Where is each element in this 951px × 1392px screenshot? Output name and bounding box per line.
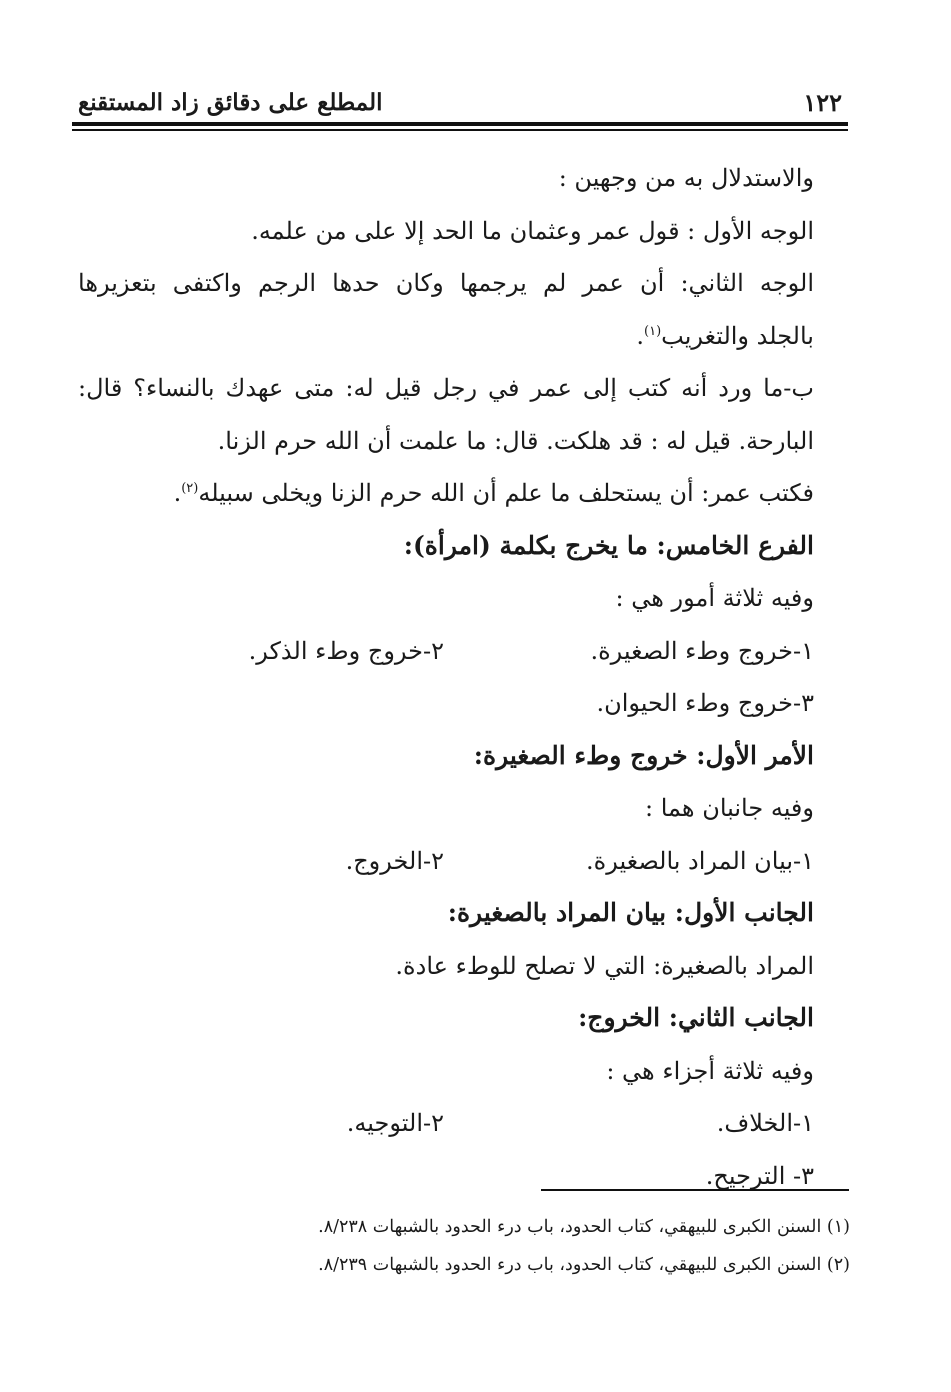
page-header: [72, 88, 848, 122]
text-line: [78, 467, 814, 520]
list-item: ٢-التوجيه.: [346, 1109, 444, 1137]
footnote: (١) السنن الكبرى للبيهقي، كتاب الحدود، باب درء الحدود بالشبهات ٨/٢٣٨.: [318, 1217, 850, 1237]
text-line: والاستدلال به من وجهين :: [558, 164, 814, 192]
footnote-ref: (١): [644, 323, 662, 339]
text-span: بالجلد والتغريب: [661, 321, 814, 350]
text-line: وفيه ثلاثة أجزاء هي :: [606, 1056, 814, 1085]
section-heading: الأمر الأول: خروج وطء الصغيرة:: [473, 740, 814, 770]
list-row: [78, 835, 814, 888]
text-line: ب-ما ورد أنه كتب إلى عمر في رجل قيل له: متى عهدك بالنساء؟ قال:: [78, 374, 814, 402]
list-item: ٢-الخروج.: [345, 846, 444, 875]
footnote: (٢) السنن الكبرى للبيهقي، كتاب الحدود، باب درء الحدود بالشبهات ٨/٢٣٩.: [318, 1255, 850, 1275]
list-item: ١-الخلاف.: [716, 1109, 814, 1137]
running-title: المطلع على دقائق زاد المستقنع: [78, 89, 383, 116]
list-item: ٢-خروج وطء الذكر.: [248, 636, 444, 665]
text-line: البارحة. قيل له : قد هلكت. قال: ما علمت أن الله حرم الزنا.: [217, 426, 814, 455]
footnote-ref: (٢): [181, 481, 199, 496]
page-number: ١٢٢: [803, 88, 842, 117]
list-row: [78, 1097, 814, 1150]
footnotes: [100, 1208, 850, 1284]
text-line: وفيه ثلاثة أمور هي :: [615, 584, 814, 612]
text-line: المراد بالصغيرة: التي لا تصلح للوطء عادة.: [395, 951, 814, 980]
list-item: ١-بيان المراد بالصغيرة.: [586, 846, 814, 875]
text-line: الوجه الأول : قول عمر وعثمان ما الحد إلا على من علمه.: [251, 216, 814, 245]
section-heading: الفرع الخامس: ما يخرج بكلمة (امرأة):: [403, 530, 814, 560]
section-heading: الجانب الثاني: الخروج:: [578, 1003, 814, 1032]
footnote-separator: [541, 1189, 849, 1191]
list-item: ٣- الترجيح.: [705, 1161, 814, 1190]
main-text: [78, 152, 814, 1202]
text-span: .: [173, 479, 182, 507]
text-line: [78, 310, 814, 363]
header-rule-thin: [72, 129, 848, 131]
list-row: [78, 625, 814, 678]
text-line: وفيه جانبان هما :: [645, 794, 814, 822]
list-item: ٣-خروج وطء الحيوان.: [596, 689, 814, 717]
section-heading: الجانب الأول: بيان المراد بالصغيرة:: [447, 898, 814, 927]
text-span: .: [636, 321, 644, 350]
list-item: ١-خروج وطء الصغيرة.: [590, 636, 814, 665]
header-rule-thick: [72, 122, 848, 126]
text-span: فكتب عمر: أن يستحلف ما علم أن الله حرم الزنا ويخلى سبيله: [198, 479, 814, 507]
text-line: الوجه الثاني: أن عمر لم يرجمها وكان حدها الرجم واكتفى بتعزيرها: [78, 269, 814, 297]
